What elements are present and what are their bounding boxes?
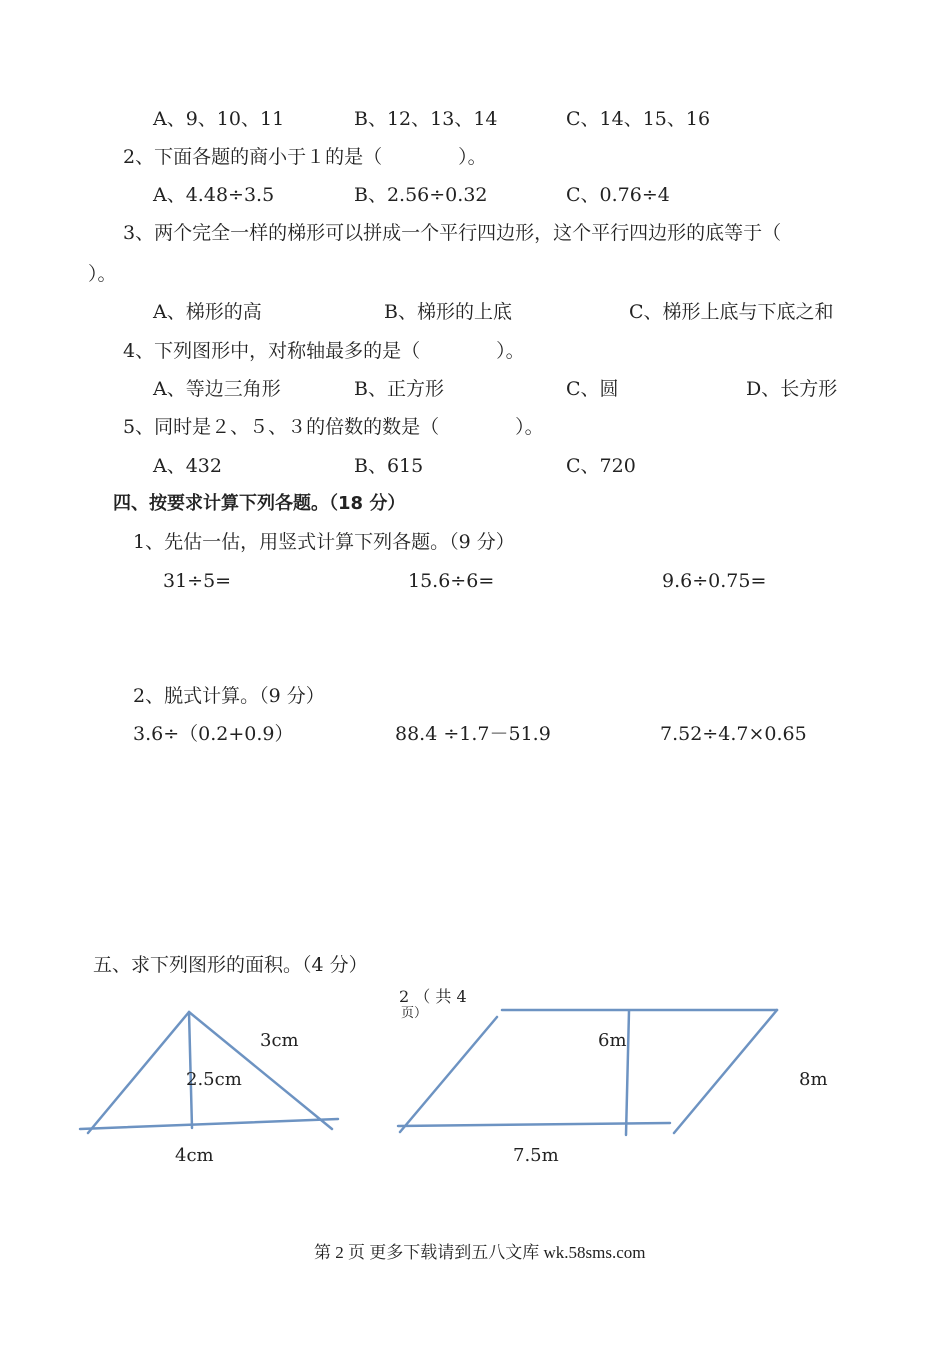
q2-option-a: A、4.48÷3.5 bbox=[153, 184, 275, 206]
triangle-base-label: 4cm bbox=[175, 1145, 214, 1166]
q1-option-c: C、14、15、16 bbox=[566, 108, 711, 130]
section4-title: 四、按要求计算下列各题。（18 分） bbox=[113, 493, 406, 514]
section4-part1-item-1: 31÷5= bbox=[163, 570, 232, 592]
page-note-line2: 页） bbox=[401, 1006, 428, 1021]
section4-part2-item-3: 7.52÷4.7×0.65 bbox=[660, 723, 807, 745]
section4-part1-item-3: 9.6÷0.75= bbox=[662, 570, 767, 592]
q3-stem-line1: 3、两个完全一样的梯形可以拼成一个平行四边形，这个平行四边形的底等于（ bbox=[123, 222, 782, 244]
q4-stem: 4、下列图形中，对称轴最多的是（ ）。 bbox=[123, 340, 525, 362]
q3-option-a: A、梯形的高 bbox=[153, 301, 262, 323]
parallelogram-base bbox=[398, 1123, 670, 1126]
q5-option-c: C、720 bbox=[566, 455, 636, 477]
q4-option-a: A、等边三角形 bbox=[153, 378, 281, 400]
q4-option-d: D、长方形 bbox=[746, 378, 838, 400]
q4-option-b: B、正方形 bbox=[354, 378, 444, 400]
parallelogram-base-label: 7.5m bbox=[513, 1145, 559, 1166]
section4-part1-label: 1、先估一估，用竖式计算下列各题。（9 分） bbox=[133, 531, 515, 553]
parallelogram-side-label: 8m bbox=[799, 1069, 828, 1090]
q4-option-c: C、圆 bbox=[566, 378, 619, 400]
q1-option-a: A、9、10、11 bbox=[153, 108, 285, 130]
parallelogram-left-side bbox=[400, 1017, 497, 1132]
section4-part2-item-1: 3.6÷（0.2+0.9） bbox=[133, 723, 294, 745]
q5-option-a: A、432 bbox=[153, 455, 222, 477]
q3-option-c: C、梯形上底与下底之和 bbox=[629, 301, 834, 323]
q5-option-b: B、615 bbox=[354, 455, 424, 477]
triangle-side-label: 3cm bbox=[260, 1030, 299, 1051]
section4-part2-label: 2、脱式计算。（9 分） bbox=[133, 685, 325, 707]
page-footer: 第 2 页 更多下载请到五八文库 wk.58sms.com bbox=[314, 1243, 646, 1262]
q1-option-b: B、12、13、14 bbox=[354, 108, 498, 130]
page-note-line1: 2 （ 共 4 bbox=[399, 987, 467, 1006]
q2-option-c: C、0.76÷4 bbox=[566, 184, 670, 206]
triangle-height-label: 2.5cm bbox=[186, 1069, 242, 1090]
section4-part2-item-2: 88.4 ÷1.7－51.9 bbox=[395, 723, 551, 745]
section5-title: 五、求下列图形的面积。（4 分） bbox=[93, 954, 368, 976]
q2-stem: 2、下面各题的商小于１的是（ ）。 bbox=[123, 146, 487, 168]
parallelogram-right-side bbox=[674, 1010, 777, 1133]
parallelogram-height-label: 6m bbox=[598, 1030, 627, 1051]
section4-part1-item-2: 15.6÷6= bbox=[408, 570, 495, 592]
parallelogram-figure bbox=[398, 1010, 777, 1135]
q5-stem: 5、同时是２、５、３的倍数的数是（ ）。 bbox=[123, 416, 544, 438]
q3-option-b: B、梯形的上底 bbox=[384, 301, 512, 323]
triangle-base bbox=[80, 1119, 338, 1129]
q2-option-b: B、2.56÷0.32 bbox=[354, 184, 488, 206]
q3-stem-line2: ）。 bbox=[88, 263, 117, 285]
triangle-left-side bbox=[88, 1012, 189, 1133]
